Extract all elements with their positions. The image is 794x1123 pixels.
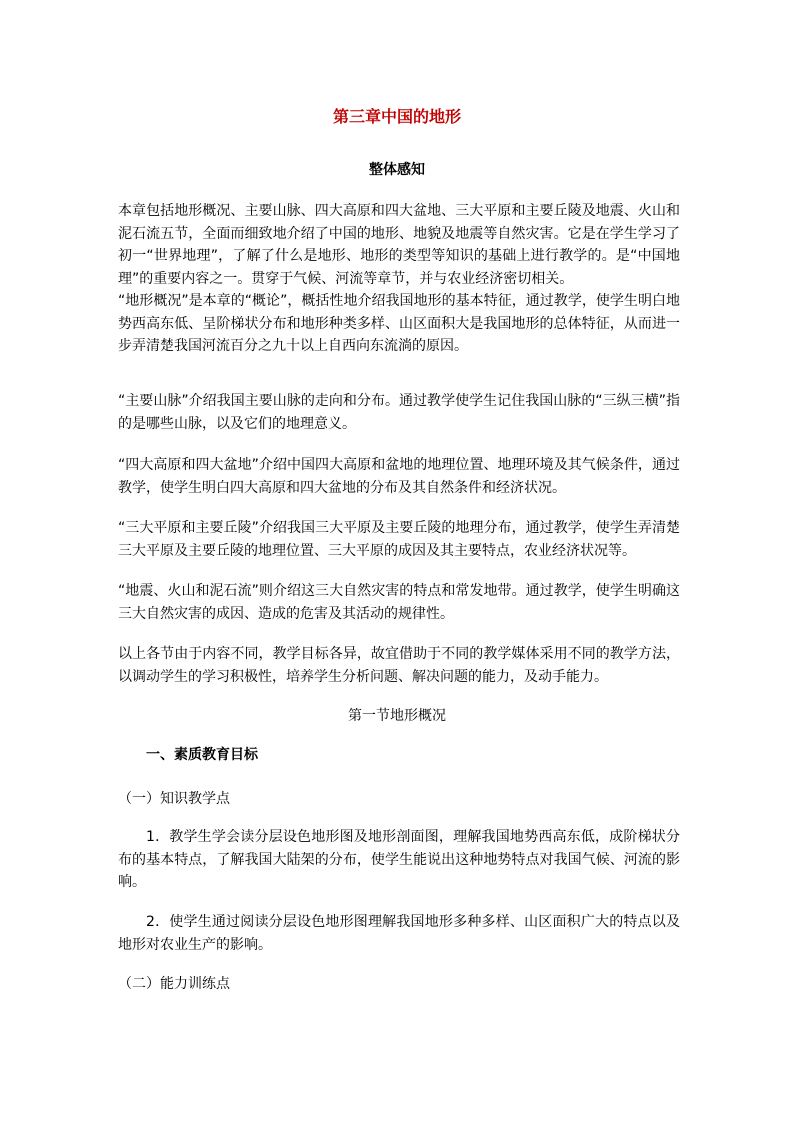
chapter-title: 第三章中国的地形 [332,107,461,126]
paragraph-plateaus-basins: “四大高原和四大盆地”介绍中国四大高原和盆地的地理位置、地理环境及其气候条件，通过教学，使学生明白四大高原和四大盆地的分布及其自然条件和经济状况。 [118,457,680,496]
point-item: 1．教学生学会读分层设色地形图及地形剖面图，理解我国地势西高东低，成阶梯状分布的基本特点，了解我国大陆架的分布，使学生能说出这种地势特点对我国气候、河流的影响。 [118,829,680,890]
section-title: 第一节地形概况 [348,708,446,724]
paragraph-summary: 以上各节由于内容不同，教学目标各异，故宜借助于不同的教学媒体采用不同的教学方法，以调动学生的学习积极性，培养学生分析问题、解决问题的能力，及动手能力。 [118,646,680,685]
paragraph-intro: 本章包括地形概况、主要山脉、四大高原和四大盆地、三大平原和主要丘陵及地震、火山和泥石流五节，全面而细致地介绍了中国的地形、地貌及地震等自然灾害。它是在学生学习了初一“世界地理”，了解了什么是地形、地形的类型等知识的基础上进行教学的。是“中国地理”的重要内容之一。贯穿于气候、河流等章节，并与农业经济密切相关。 [118,203,680,287]
paragraph-mountains: “主要山脉”介绍我国主要山脉的走向和分布。通过教学使学生记住我国山脉的“三纵三横”指的是哪些山脉，以及它们的地理意义。 [118,393,680,432]
point-item: 2．使学生通过阅读分层设色地形图理解我国地形多种多样、山区面积广大的特点以及地形对农业生产的影响。 [118,914,680,953]
subheading-knowledge-points: （一）知识教学点 [118,791,230,807]
heading-quality-goals: 一、素质教育目标 [146,747,258,763]
overview-heading: 整体感知 [369,162,425,178]
subheading-ability-points: （二）能力训练点 [118,976,230,992]
paragraph-terrain-overview: “地形概况”是本章的“概论”，概括性地介绍我国地形的基本特征，通过教学，使学生明白地势西高东低、呈阶梯状分布和地形种类多样、山区面积大是我国地形的总体特征，从而进一步弄清楚我国河流百分之九十以上自西向东流淌的原因。 [118,293,680,354]
paragraph-plains-hills: “三大平原和主要丘陵”介绍我国三大平原及主要丘陵的地理分布，通过教学，使学生弄清楚三大平原及主要丘陵的地理位置、三大平原的成因及其主要特点，农业经济状况等。 [118,520,680,559]
paragraph-disasters: “地震、火山和泥石流”则介绍这三大自然灾害的特点和常发地带。通过教学，使学生明确这三大自然灾害的成因、造成的危害及其活动的规律性。 [118,583,680,622]
